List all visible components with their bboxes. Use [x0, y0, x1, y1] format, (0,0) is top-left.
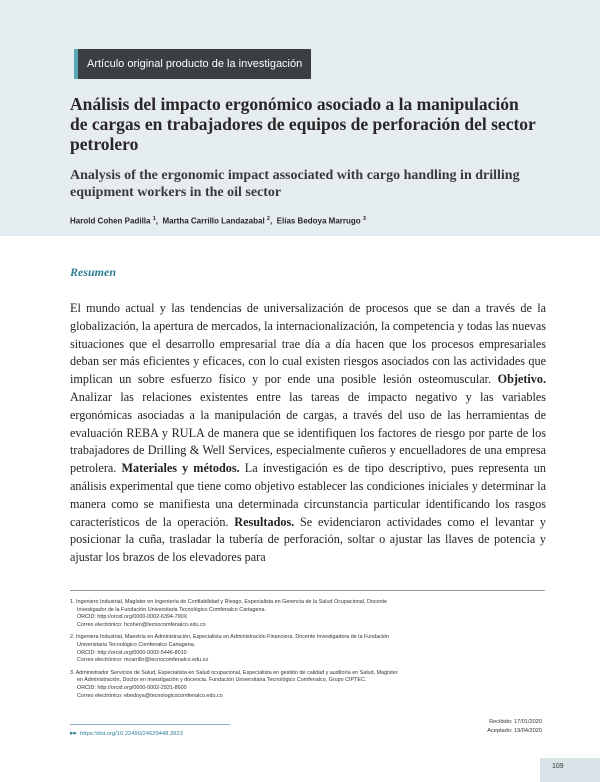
footnote-affiliation: 1. Ingeniero Industrial, Magíster en Ingeniería de Confiabilidad y Riesgo, Especialista en Gerencia de la Salud Ocupacional, Docente	[70, 599, 388, 605]
received-date: Recibido: 17/01/2020	[489, 719, 542, 725]
author-list: Harold Cohen Padilla $^1$, Martha Carrillo Landazabal $^2$, Elías Bedoya Marrugo $^3$	[70, 216, 366, 226]
abstract-keyword-resultados: Resultados.	[234, 514, 295, 529]
footnote-orcid-link[interactable]: ORCID: http://orcid.org/0000-0002-5446-8010	[77, 649, 187, 656]
abstract-text: Se evidenciaron actividades como el levantar y posicionar la cuña, trasladar la tubería de perforación, soltar o ajustar las llaves de potencia y ajustar los brazos de los elevadores para	[70, 514, 546, 565]
footnote-email[interactable]: Correo electrónico: mcarrillo@tecnocomfenalco.edu.co	[77, 657, 209, 664]
article-title-english: Analysis of the ergonomic impact associated with cargo handling in drilling equipment workers in the oil sector	[70, 168, 520, 200]
abstract-text: Analizar las relaciones existentes entre las tareas de impacto negativo y las variables ergonómicas asociadas a la manipulación de cargas, a través del uso de las herramientas de evaluación REBA y RULA de manera que se identifiquen los factores de riesgo por parte de los trabajadores de Drilling & Well Services, especialmente cuñeros y encuelladores de una empresa petrolera.	[70, 389, 546, 476]
footnote-email[interactable]: Correo electrónico: hcohen@tecnocomfenalco.edu.co	[77, 621, 206, 628]
doi-divider	[70, 724, 230, 725]
page-number: 109	[540, 758, 600, 782]
author-name: Martha Carrillo Landazabal	[162, 216, 265, 226]
abstract-keyword-materiales: Materiales y métodos.	[121, 461, 240, 476]
abstract-text: La investigación es de tipo descriptivo, pues representa un análisis experimental que tiene como objetivo establecer las condiciones iniciales y determinar la manera como se manifiesta una determinada circunstancia particular identificando los rasgos característicos de la operación.	[70, 461, 546, 529]
article-title-spanish: Análisis del impacto ergonómico asociado a la manipulación de cargas en trabajadores de equipos de perforación del sector petrolero	[70, 94, 536, 154]
submission-dates	[487, 718, 542, 736]
footnote-affiliation: 2. Ingeniera Industrial, Maestría en Administración, Especialista en Administración Financiera. Docente Investigadora de la Fundación	[70, 634, 390, 641]
accepted-date: Aceptado: 19/04/2020	[487, 728, 542, 734]
footnote	[70, 599, 540, 629]
footnote-affiliation: 3. Administrador Servicios de Salud, Especialista en Salud ocupacional, Especialista en gestión de calidad y auditoría en Salud, Magíster	[70, 669, 398, 676]
abstract-keyword-objetivo: Objetivo.	[497, 372, 546, 387]
footnote-divider	[70, 590, 545, 591]
footnote-orcid-link[interactable]: ORCID: http://orcid.org/0000-0002-2931-8600	[77, 684, 187, 691]
author-affiliation-marker: 3	[362, 216, 366, 222]
link-icon: ▸▸	[70, 730, 78, 737]
author-name: Harold Cohen Padilla	[70, 216, 151, 226]
section-tag: Artículo original producto de la investigación	[74, 49, 311, 79]
abstract-text: El mundo actual y las tendencias de universalización de procesos que se dan a través de la globalización, la apertura de mercados, la internacionalización, la competencia y todas las nuevas situaciones que el desarrollo empresarial trae día a día hacen que los procesos empresariales deban ser más eficientes y eficaces, con lo cual existen riesgos asociados con las actividades que implican un sobre esfuerzo físico y por ende una posible lesión osteomuscular.	[70, 301, 546, 387]
author-affiliation-marker: 2	[266, 216, 270, 222]
abstract-body	[70, 300, 546, 567]
footnote	[70, 670, 540, 700]
footnotes	[70, 599, 540, 705]
footnote	[70, 634, 540, 664]
footnote-email[interactable]: Correo electrónico: ebedoya@tecnologicocomfenalco.edu.co	[77, 692, 223, 699]
doi-text[interactable]: https://doi.org/10.22490/24629448.3923	[80, 731, 183, 737]
footnote-affiliation: en Administración, Doctor en investigación y docencia. Fundación Universitaria Tecnológico Comfenalco, Grupo CIPTEC.	[77, 677, 367, 684]
author-affiliation-marker: 1	[152, 216, 156, 222]
doi-link[interactable]	[70, 729, 183, 737]
footnote-affiliation: Universitaria Tecnológico Comfenalco Cartagena.	[77, 641, 196, 648]
author-name: Elías Bedoya Marrugo	[276, 216, 361, 226]
footnote-affiliation: Investigador de la Fundación Universitaria Tecnológico Comfenalco Cartagena.	[77, 606, 266, 613]
abstract-heading: Resumen	[70, 265, 117, 279]
footnote-orcid-link[interactable]: ORCID: http://orcid.org/0000-0002-6394-790X	[77, 614, 188, 621]
